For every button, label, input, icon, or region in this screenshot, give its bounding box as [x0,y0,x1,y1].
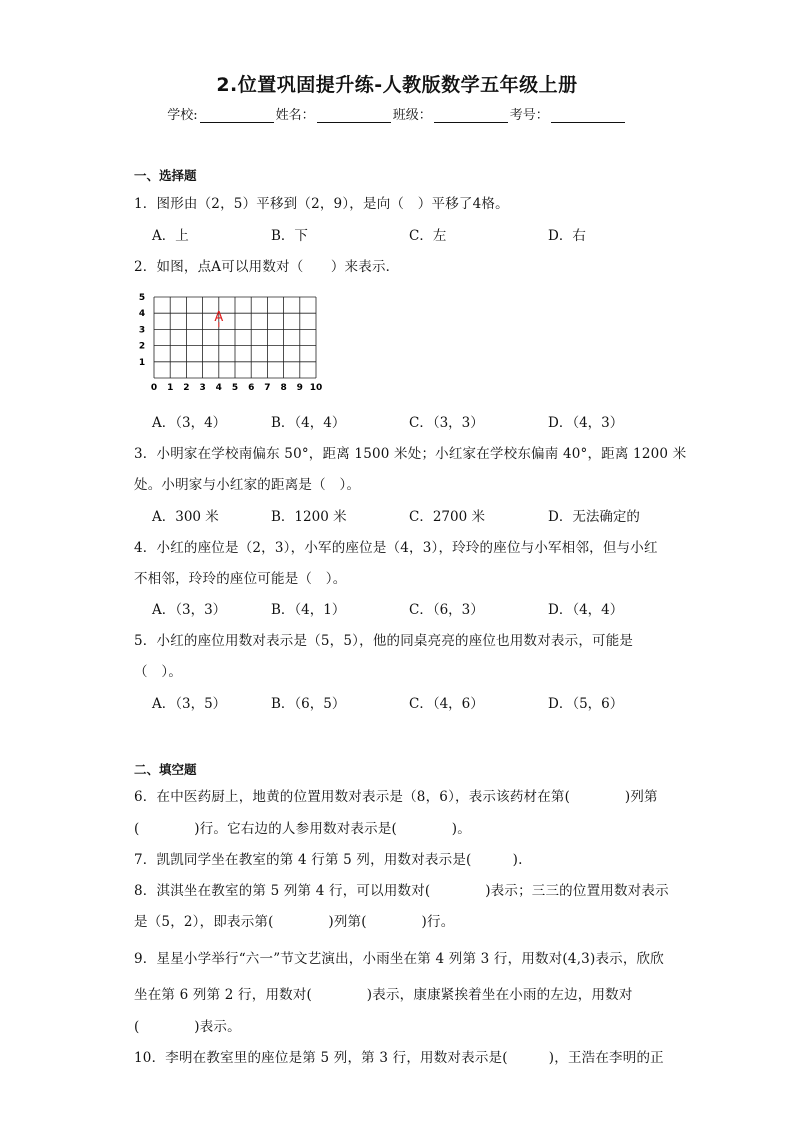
x-tick-label: 2 [183,383,190,393]
school-label: 学校: [167,108,198,123]
question-10-line-1: 10．李明在教室里的座位是第 5 列，第 3 行，用数对表示是( )，王浩在李明的正 [134,1050,664,1066]
question-4-line-2: 不相邻，玲玲的座位可能是（ ）。 [134,571,347,587]
student-info-line [0,104,794,123]
coordinate-grid [134,286,334,394]
q2-option-a[interactable]: A．（3，4） [152,415,227,431]
x-tick-label: 1 [167,383,174,393]
y-tick-label: 1 [138,357,146,368]
q5-option-d[interactable]: D．（5，6） [548,696,624,712]
q2-option-b[interactable]: B．（4，4） [271,415,346,431]
q4-option-b[interactable]: B．（4，1） [271,602,346,618]
section-heading-fill-in: 二、填空题 [134,762,197,777]
q3-option-b[interactable]: B．1200 米 [271,509,347,525]
x-tick-label: 10 [309,383,323,393]
q5-option-c[interactable]: C．（4，6） [409,696,484,712]
x-tick-label: 6 [248,383,255,393]
exam-no-label: 考号： [509,108,549,123]
class-field[interactable] [434,108,508,123]
class-label: 班级： [392,108,432,123]
question-9-line-3: ( )表示。 [134,1019,241,1035]
grid-lines [154,297,316,378]
x-tick-labels [151,383,322,393]
question-5-line-2: （ ）。 [134,664,183,680]
q3-option-d[interactable]: D．无法确定的 [548,509,640,525]
x-tick-label: 7 [264,383,271,393]
x-tick-label: 8 [280,383,287,393]
q5-option-b[interactable]: B．（6，5） [271,696,346,712]
exam-no-field[interactable] [551,108,625,123]
question-6-line-2: ( )行。它右边的人参用数对表示是( )。 [134,821,471,837]
q1-option-d[interactable]: D．右 [548,228,586,244]
q1-option-c[interactable]: C．左 [409,228,447,244]
name-label: 姓名： [275,108,315,123]
x-tick-label: 9 [296,383,303,393]
section-heading-choice: 一、选择题 [134,168,197,183]
question-3-line-2: 处。小明家与小红家的距离是（ ）。 [134,477,361,493]
question-5-line-1: 5．小红的座位用数对表示是（5，5），他的同桌亮亮的座位也用数对表示，可能是 [134,633,634,649]
question-6-line-1: 6．在中医药厨上，地黄的位置用数对表示是（8，6），表示该药材在第( )列第 [134,789,658,805]
question-1: 1．图形由（2，5）平移到（2，9），是向（ ）平移了4格。 [134,196,509,212]
x-tick-label: 0 [150,383,158,393]
page-title: 2.位置巩固提升练-人教版数学五年级上册 [216,74,578,96]
q5-option-a[interactable]: A．（3，5） [152,696,227,712]
x-tick-label: 3 [199,383,206,393]
x-tick-label: 5 [231,383,239,393]
question-3-line-1: 3．小明家在学校南偏东 50°，距离 1500 米处；小红家在学校东偏南 40°，距离 1200 米 [134,446,687,462]
question-7: 7．凯凯同学坐在教室的第 4 行第 5 列，用数对表示是( ). [134,852,523,868]
q3-option-a[interactable]: A．300 米 [152,509,219,525]
question-8-line-1: 8．淇淇坐在教室的第 5 列第 4 行，可以用数对( )表示；三三的位置用数对表示 [134,883,669,899]
point-a-label: A [214,310,224,326]
y-tick-labels [139,293,145,368]
question-2: 2．如图，点A可以用数对（ ）来表示． [134,259,400,275]
x-tick-label: 4 [215,383,222,393]
q1-option-b[interactable]: B．下 [271,228,308,244]
question-8-line-2: 是（5，2），即表示第( )列第( )行。 [134,914,455,930]
y-tick-label: 4 [138,309,146,320]
q2-option-d[interactable]: D．（4，3） [548,415,624,431]
y-tick-label: 5 [138,293,146,303]
question-9-line-1: 9．星星小学举行“六一”节文艺演出，小雨坐在第 4 列第 3 行，用数对(4,3)表示，欣欣 [134,951,664,967]
y-tick-label: 2 [138,341,146,352]
school-field[interactable] [200,108,274,123]
question-9-line-2: 坐在第 6 列第 2 行，用数对( )表示，康康紧挨着坐在小雨的左边，用数对 [134,987,633,1003]
q4-option-d[interactable]: D．（4，4） [548,602,624,618]
q4-option-a[interactable]: A．（3，3） [152,602,227,618]
q1-option-a[interactable]: A．上 [152,228,189,244]
q4-option-c[interactable]: C．（6，3） [409,602,484,618]
question-4-line-1: 4．小红的座位是（2，3），小军的座位是（4，3），玲玲的座位与小军相邻，但与小红 [134,540,658,556]
q2-option-c[interactable]: C．（3，3） [409,415,484,431]
y-tick-label: 3 [138,325,146,336]
name-field[interactable] [317,108,391,123]
q3-option-c[interactable]: C．2700 米 [409,509,485,525]
